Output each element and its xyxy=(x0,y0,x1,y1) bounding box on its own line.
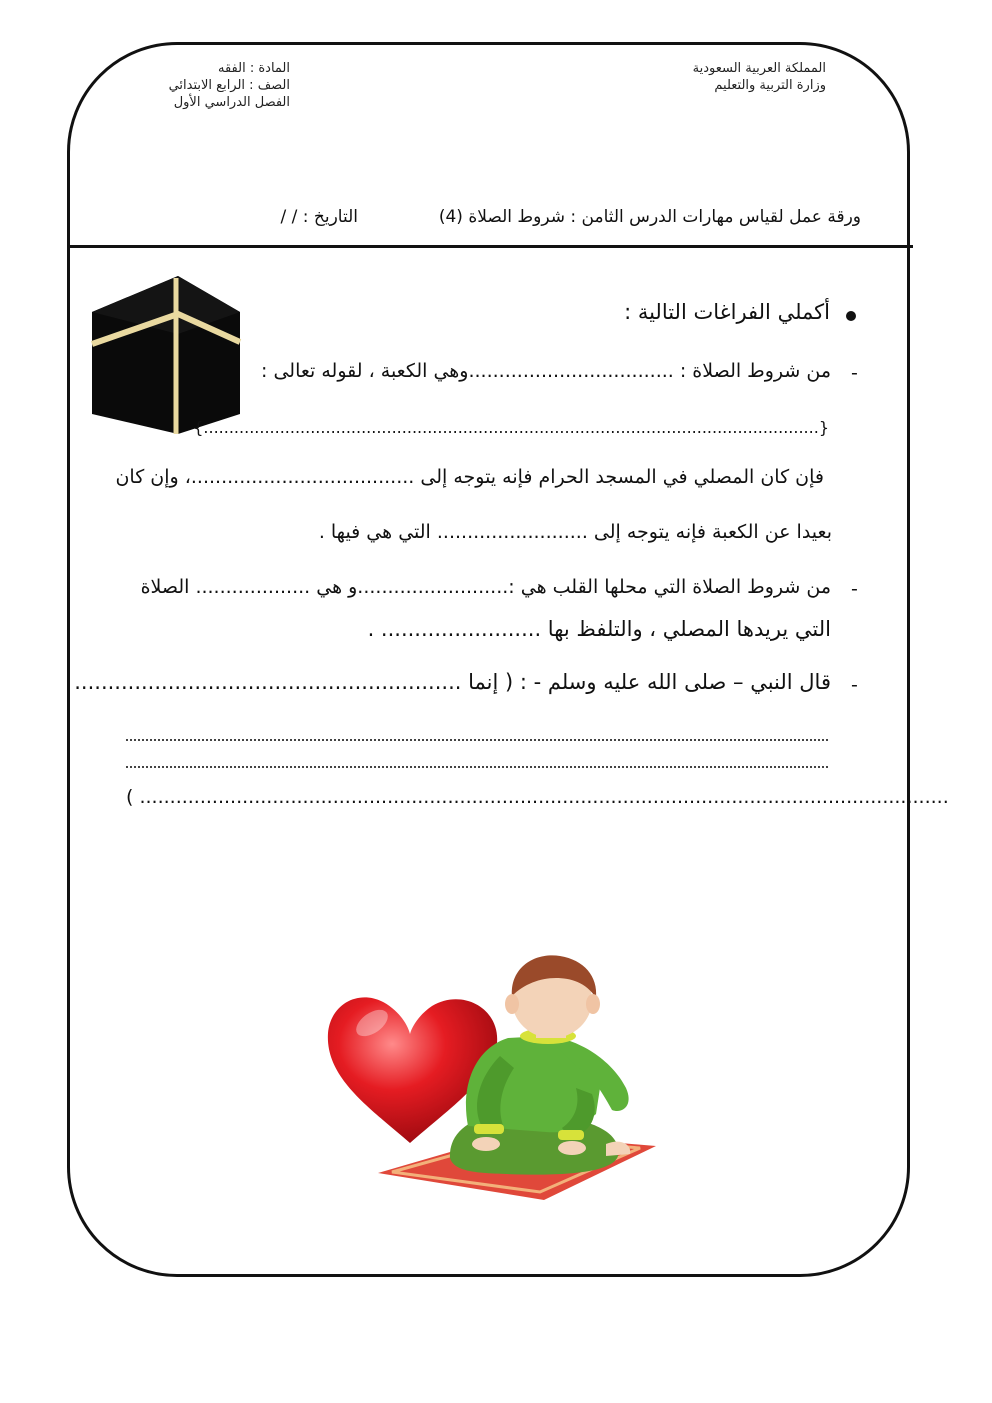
instruction-text: أكملي الفراغات التالية : xyxy=(624,300,830,324)
dash-2: - xyxy=(851,578,858,600)
instruction-bullet xyxy=(846,311,856,321)
header-right xyxy=(693,60,826,94)
q2-line1: من شروط الصلاة التي محلها القلب هي :.........................و هي ................... الصلاة xyxy=(140,576,831,598)
worksheet-title-row xyxy=(280,207,861,227)
answer-line-2 xyxy=(126,766,828,768)
q1-line3: فإن كان المصلي في المسجد الحرام فإنه يتوجه إلى .....................................، وإن كان xyxy=(115,466,824,488)
header-divider xyxy=(68,245,913,248)
header-left xyxy=(169,60,290,111)
ministry-name: وزارة التربية والتعليم xyxy=(714,78,826,93)
date-field: التاريخ : / / xyxy=(280,207,358,227)
country-name: المملكة العربية السعودية xyxy=(692,61,826,76)
kaaba-icon xyxy=(90,274,242,436)
q2-line2: التي يريدها المصلي ، والتلفظ بها ........................ . xyxy=(367,617,831,641)
dash-3: - xyxy=(851,674,858,696)
subject-label: المادة : الفقه xyxy=(218,61,290,76)
answer-line-1 xyxy=(126,739,828,741)
q1-line4: بعيدا عن الكعبة فإنه يتوجه إلى ......................... التي هي فيها . xyxy=(318,521,832,543)
praying-child-illustration xyxy=(300,938,660,1213)
term-label: الفصل الدراسي الأول xyxy=(173,95,290,110)
q3-close: ( ...................................................................................................................................... xyxy=(126,786,949,808)
q3-line1: قال النبي – صلى الله عليه وسلم - : ( إنما .......................................................... xyxy=(74,670,831,694)
worksheet-title: ورقة عمل لقياس مهارات الدرس الثامن : شروط الصلاة (4) xyxy=(438,207,861,227)
dash-1: - xyxy=(851,362,858,384)
q1-line1: من شروط الصلاة : ..................................وهي الكعبة ، لقوله تعالى : xyxy=(261,360,831,382)
q1-verse: {.........................................................................................................................} xyxy=(193,418,829,437)
grade-label: الصف : الرابع الابتدائي xyxy=(168,78,290,93)
